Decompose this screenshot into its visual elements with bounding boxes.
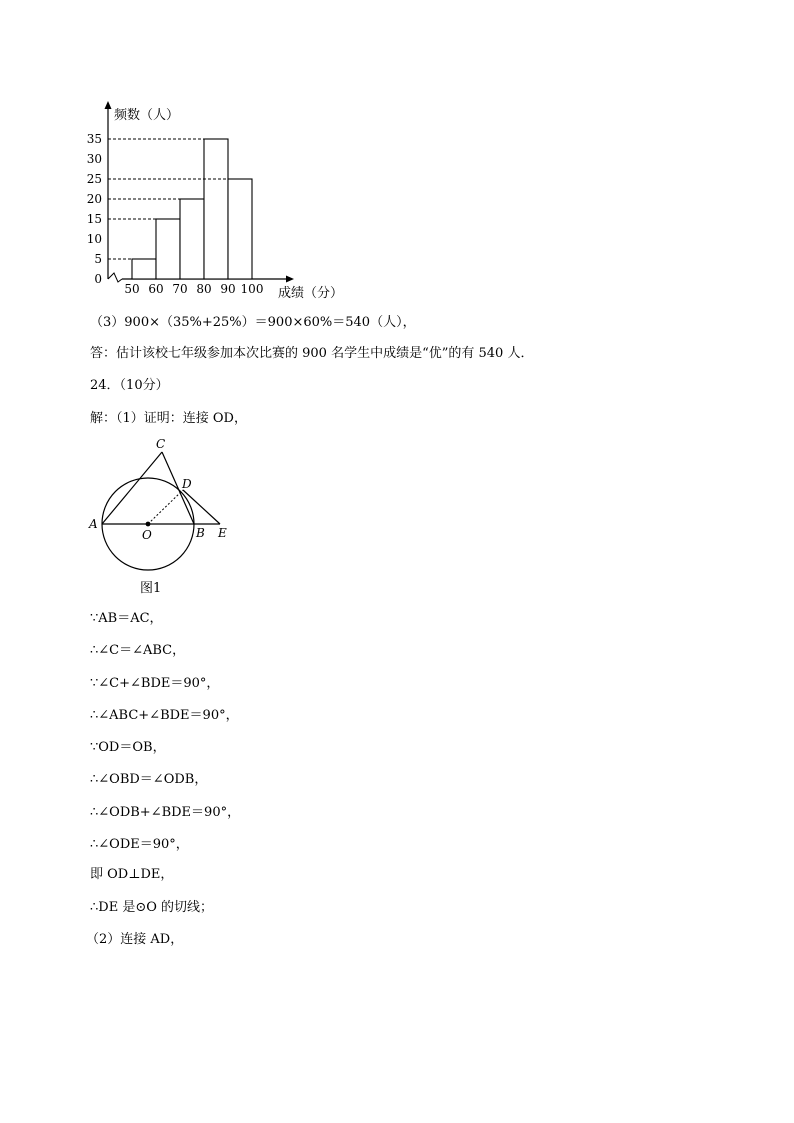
- proof-step: ∵OD＝OB，: [90, 740, 166, 755]
- label-o: O: [142, 528, 152, 542]
- x-axis-label: 成绩（分）: [278, 286, 344, 301]
- segment-od-dotted: [148, 490, 183, 524]
- center-point-o: [146, 522, 151, 527]
- x-tick-label: 80: [196, 282, 212, 296]
- histogram-bar: [204, 139, 228, 279]
- x-axis-break: [108, 273, 122, 282]
- histogram-bar: [156, 219, 180, 279]
- label-a: A: [89, 517, 98, 531]
- x-tick-label: 100: [240, 282, 264, 296]
- solution-intro: 解：（1）证明：连接 OD，: [90, 411, 247, 426]
- y-tick-label: 5: [94, 252, 102, 266]
- proof-step: ∴∠ODB+∠BDE＝90°，: [90, 805, 241, 820]
- y-tick-label: 30: [86, 152, 102, 166]
- proof-step: ∵AB＝AC，: [90, 611, 163, 626]
- proof-step: 即 OD⊥DE，: [90, 867, 174, 882]
- proof-step: ∵∠C+∠BDE＝90°，: [90, 676, 220, 691]
- label-c: C: [156, 437, 166, 451]
- x-axis-arrow: [286, 276, 294, 283]
- proof-step: ∴∠ODE＝90°，: [90, 837, 189, 852]
- proof-step: ∴DE 是⊙O 的切线；: [90, 900, 213, 915]
- y-tick-label: 0: [94, 272, 102, 286]
- answer-part3: 答：估计该校七年级参加本次比赛的 900 名学生中成绩是“优”的有 540 人．: [90, 346, 534, 361]
- figure-caption: 图1: [140, 581, 162, 596]
- histogram-bar: [180, 199, 204, 279]
- y-axis-arrow: [105, 101, 112, 109]
- x-tick-label: 50: [124, 282, 140, 296]
- proof-step: ∴∠OBD＝∠ODB，: [90, 772, 208, 787]
- segment-de: [183, 490, 220, 524]
- histogram-bar: [228, 179, 252, 279]
- label-e: E: [218, 526, 227, 540]
- histogram-chart: [80, 95, 380, 310]
- x-tick-label: 90: [220, 282, 236, 296]
- label-d: D: [182, 477, 192, 491]
- proof-step: ∴∠ABC+∠BDE＝90°，: [90, 708, 239, 723]
- label-b: B: [196, 526, 205, 540]
- histogram-bar: [132, 259, 156, 279]
- y-tick-label: 10: [86, 232, 102, 246]
- y-tick-label: 15: [86, 212, 102, 226]
- calc-part3: （3）900×（35%+25%）＝900×60%＝540（人），: [90, 315, 416, 330]
- y-tick-label: 25: [86, 172, 102, 186]
- y-axis-label: 频数（人）: [114, 108, 180, 123]
- segment-ac: [102, 452, 162, 524]
- y-tick-label: 20: [86, 192, 102, 206]
- geometry-figure-1: [85, 433, 245, 601]
- question-24-heading: 24．（10分）: [90, 378, 169, 393]
- histogram-group: [87, 101, 294, 296]
- x-tick-label: 70: [172, 282, 188, 296]
- x-tick-label: 60: [148, 282, 164, 296]
- proof-step: ∴∠C＝∠ABC，: [90, 643, 186, 658]
- y-tick-label: 35: [86, 132, 102, 146]
- proof-step: （2）连接 AD，: [86, 932, 184, 947]
